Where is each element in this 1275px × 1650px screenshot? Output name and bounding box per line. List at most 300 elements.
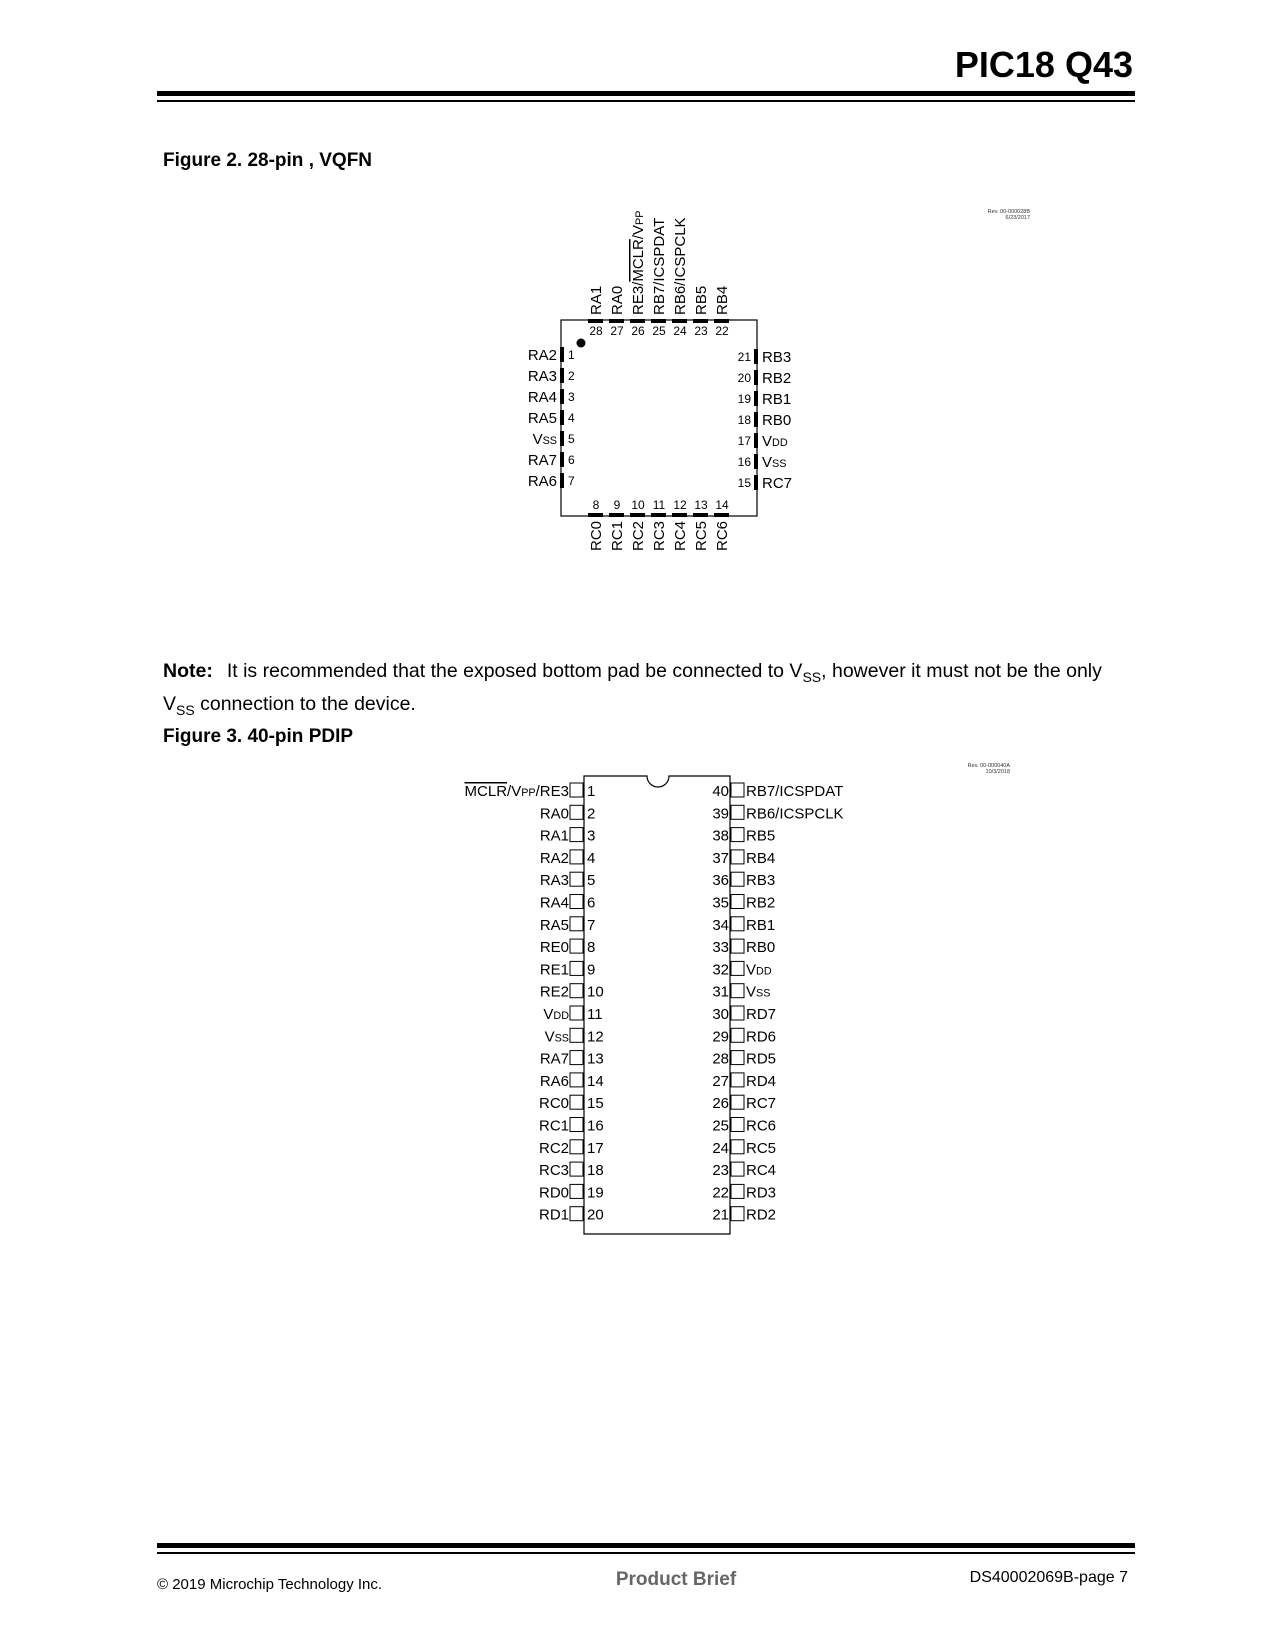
pin-pad bbox=[731, 917, 744, 931]
pin-pad bbox=[570, 1051, 583, 1065]
vqfn-pin-16 bbox=[738, 454, 787, 471]
pin1-indicator-dot bbox=[577, 339, 586, 348]
pdip-pin-38 bbox=[712, 828, 775, 845]
pdip-pin-2 bbox=[540, 805, 596, 822]
vqfn-pin-21 bbox=[738, 349, 792, 366]
pin-number: 5 bbox=[568, 432, 575, 446]
pin-number: 19 bbox=[587, 1184, 604, 1202]
pin-number: 10 bbox=[587, 983, 604, 1001]
pin-pad bbox=[672, 319, 687, 323]
pin-pad bbox=[588, 513, 603, 517]
pin-number: 27 bbox=[712, 1072, 729, 1090]
vqfn-bottom-pins bbox=[588, 498, 731, 551]
pdip-pin-37 bbox=[712, 850, 775, 867]
pin-name: RE2 bbox=[539, 983, 569, 1001]
pin-number: 8 bbox=[587, 939, 596, 957]
pdip-pin-23 bbox=[712, 1162, 776, 1179]
pin-pad bbox=[570, 1118, 583, 1132]
pdip-pin-26 bbox=[712, 1095, 776, 1112]
vqfn-pin-22 bbox=[714, 286, 731, 338]
pin-number: 40 bbox=[712, 783, 729, 800]
pin-number: 29 bbox=[712, 1028, 729, 1046]
pin-name: RB7/ICSPDAT bbox=[746, 783, 844, 800]
pin-number: 9 bbox=[613, 498, 621, 512]
pin-pad bbox=[570, 961, 583, 975]
pin-number: 13 bbox=[694, 498, 708, 512]
pin-name: RE1 bbox=[539, 961, 569, 979]
pin-number: 17 bbox=[737, 434, 751, 448]
pin-name: RA4 bbox=[527, 389, 557, 406]
pin-pad bbox=[570, 872, 583, 886]
vqfn-pin-1 bbox=[528, 347, 575, 364]
pdip-pin-14 bbox=[540, 1073, 604, 1090]
pin-name: RB7/ICSPDAT bbox=[651, 217, 668, 315]
pdip-pin-5 bbox=[540, 872, 596, 889]
pin-number: 17 bbox=[587, 1139, 604, 1157]
pin-number: 3 bbox=[587, 827, 596, 845]
vqfn-right-pins bbox=[738, 349, 792, 492]
pin-number: 18 bbox=[737, 413, 751, 427]
pin-pad bbox=[754, 454, 758, 469]
pin-name: RB1 bbox=[762, 391, 792, 408]
pdip-pin-30 bbox=[712, 1006, 776, 1023]
pin-pad bbox=[731, 961, 744, 975]
note-text-1: It is recommended that the exposed bottom pad be connected to V bbox=[226, 660, 803, 682]
pin-name: RA1 bbox=[588, 285, 605, 315]
pin-number: 26 bbox=[712, 1095, 729, 1113]
vqfn-pin-23 bbox=[693, 286, 710, 338]
vqfn-pin-2 bbox=[528, 368, 575, 385]
pin-name: RC1 bbox=[609, 521, 626, 552]
pin-name: RB3 bbox=[762, 349, 792, 366]
page-header-title: PIC18 Q43 bbox=[954, 44, 1133, 85]
pin-number: 12 bbox=[587, 1028, 604, 1046]
vqfn-pin-13 bbox=[693, 498, 710, 551]
pin-number: 21 bbox=[712, 1206, 729, 1224]
pdip-pin-24 bbox=[712, 1140, 776, 1157]
pin-pad bbox=[570, 1140, 583, 1154]
pdip-pin-39 bbox=[712, 805, 843, 822]
vqfn-pin-27 bbox=[609, 286, 626, 338]
pin-name: RB6/ICSPCLK bbox=[746, 805, 844, 823]
pin-pad bbox=[731, 872, 744, 886]
pin-pad bbox=[560, 452, 564, 467]
vqfn-pin-12 bbox=[672, 498, 689, 551]
pin-name: RC3 bbox=[651, 521, 668, 552]
pin-pad bbox=[570, 1073, 583, 1087]
pin-number: 33 bbox=[712, 939, 729, 957]
pin-number: 15 bbox=[587, 1095, 604, 1113]
pin-pad bbox=[754, 433, 758, 448]
pin-name: RC7 bbox=[746, 1095, 777, 1113]
pin-pad bbox=[754, 349, 758, 364]
pin-number: 20 bbox=[737, 371, 751, 385]
pdip-pin-9 bbox=[540, 961, 596, 978]
pin-pad bbox=[570, 1028, 583, 1042]
pin-pad bbox=[693, 513, 708, 517]
pin-name: RB5 bbox=[693, 285, 710, 315]
pin-name: RA3 bbox=[527, 368, 557, 385]
pin-pad bbox=[570, 783, 583, 797]
pdip-pin-32 bbox=[712, 961, 772, 978]
note-text-2: , however it must not be the only V bbox=[163, 660, 1102, 715]
pin-number: 10 bbox=[631, 498, 645, 512]
pdip-pin-20 bbox=[539, 1207, 604, 1224]
pin-number: 2 bbox=[568, 369, 575, 383]
pin-pad bbox=[731, 1073, 744, 1087]
pin-pad bbox=[731, 1207, 744, 1221]
vqfn-pin-6 bbox=[528, 452, 575, 469]
pin-number: 25 bbox=[652, 324, 666, 338]
pin-name: VSS bbox=[762, 454, 787, 471]
pin-pad bbox=[560, 347, 564, 362]
figure3-caption: Figure 3. 40-pin PDIP bbox=[163, 726, 354, 747]
pin-name: RC6 bbox=[714, 521, 731, 552]
pin-name: RC2 bbox=[630, 521, 647, 552]
note-label: Note: bbox=[163, 660, 213, 682]
pin-name: RA6 bbox=[539, 1072, 569, 1090]
figure3-rev-line1: Rev. 00-000040A bbox=[967, 763, 1010, 769]
pin-pad bbox=[731, 1006, 744, 1020]
pin-pad bbox=[609, 319, 624, 323]
pin-number: 13 bbox=[587, 1050, 604, 1068]
pin-number: 34 bbox=[712, 916, 729, 934]
pin-number: 38 bbox=[712, 827, 729, 845]
pdip-right-pins bbox=[712, 783, 843, 1224]
pin-number: 19 bbox=[737, 392, 751, 406]
pin-number: 24 bbox=[673, 324, 687, 338]
pin-name: RC4 bbox=[672, 521, 689, 552]
pin-name: RB4 bbox=[746, 849, 776, 867]
pin-pad bbox=[714, 513, 729, 517]
pin-name: RB0 bbox=[762, 412, 792, 429]
figure2-rev-line1: Rev. 00-000028B bbox=[987, 209, 1030, 215]
pin-pad bbox=[560, 431, 564, 446]
pin-pad bbox=[570, 1006, 583, 1020]
pdip-package-body bbox=[584, 776, 730, 1234]
pin-number: 23 bbox=[694, 324, 708, 338]
pin-number: 6 bbox=[568, 453, 575, 467]
pdip-pin-17 bbox=[539, 1140, 604, 1157]
pin-pad bbox=[570, 895, 583, 909]
pin-number: 1 bbox=[587, 783, 596, 800]
pin-pad bbox=[731, 1028, 744, 1042]
pin-number: 31 bbox=[712, 983, 729, 1001]
pin-name: RD0 bbox=[538, 1184, 569, 1202]
pin-name: VDD bbox=[746, 961, 772, 979]
pin-pad bbox=[570, 805, 583, 819]
pdip-pin-13 bbox=[540, 1051, 604, 1068]
pin-number: 28 bbox=[589, 324, 603, 338]
pin-name: RA6 bbox=[527, 473, 557, 490]
pin-number: 21 bbox=[737, 350, 751, 364]
pin-number: 28 bbox=[712, 1050, 729, 1068]
pin-pad bbox=[731, 783, 744, 797]
pin-pad bbox=[754, 391, 758, 406]
pin-name: VSS bbox=[746, 983, 771, 1001]
pin-name: RC4 bbox=[746, 1162, 777, 1180]
pin-name: RB4 bbox=[714, 285, 731, 315]
pin-pad bbox=[672, 513, 687, 517]
note-sub-1: SS bbox=[802, 668, 822, 685]
pin-name: RC2 bbox=[538, 1139, 569, 1157]
pin-number: 37 bbox=[712, 849, 729, 867]
vqfn-pin-24 bbox=[672, 217, 689, 338]
vqfn-pin-15 bbox=[738, 475, 792, 492]
pin-pad bbox=[754, 475, 758, 490]
pin-name: MCLR/VPP/RE3 bbox=[464, 783, 569, 800]
pin-name: RD2 bbox=[746, 1206, 777, 1224]
pin-pad bbox=[560, 368, 564, 383]
pin-number: 2 bbox=[587, 805, 596, 823]
pin-name: RC0 bbox=[588, 521, 605, 552]
vqfn-top-pins bbox=[588, 211, 731, 338]
vqfn-package-body bbox=[561, 320, 757, 516]
pin-number: 3 bbox=[568, 390, 575, 404]
pin-pad bbox=[731, 1184, 744, 1198]
pin-name: RA2 bbox=[539, 849, 569, 867]
pdip-pin-4 bbox=[540, 850, 596, 867]
vqfn-pin-8 bbox=[588, 498, 605, 551]
pin-pad bbox=[609, 513, 624, 517]
pin-pad bbox=[570, 1095, 583, 1109]
pin-pad bbox=[754, 370, 758, 385]
pdip-pin-11 bbox=[543, 1006, 602, 1023]
pin-number: 1 bbox=[568, 348, 575, 362]
pin-number: 32 bbox=[712, 961, 729, 979]
pin-number: 22 bbox=[715, 324, 729, 338]
pin-pad bbox=[731, 828, 744, 842]
footer-rule-thin bbox=[157, 1552, 1135, 1554]
pdip-pin-15 bbox=[539, 1095, 604, 1112]
footer-page-number: DS40002069B-page 7 bbox=[969, 1569, 1128, 1586]
pin-pad bbox=[651, 319, 666, 323]
pin-name: RB0 bbox=[746, 939, 776, 957]
pdip-pin-36 bbox=[712, 872, 775, 889]
pin-name: RA7 bbox=[527, 452, 557, 469]
pin-pad bbox=[570, 917, 583, 931]
pin-pad bbox=[560, 389, 564, 404]
pdip-pin-18 bbox=[539, 1162, 604, 1179]
pin-number: 39 bbox=[712, 805, 729, 823]
vqfn-left-pins bbox=[528, 347, 575, 490]
vqfn-pin-25 bbox=[651, 218, 668, 338]
pin-name: RE0 bbox=[539, 939, 569, 957]
pin-number: 35 bbox=[712, 894, 729, 912]
pin-number: 15 bbox=[737, 476, 751, 490]
pin-pad bbox=[630, 319, 645, 323]
pdip-pin-40 bbox=[712, 783, 843, 800]
pdip-pin-8 bbox=[540, 939, 596, 956]
pin-name: RC6 bbox=[746, 1117, 777, 1135]
pin-name: RA5 bbox=[539, 916, 569, 934]
figure2-rev-line2: 6/23/2017 bbox=[1005, 215, 1030, 221]
pin-name: RA0 bbox=[539, 805, 569, 823]
pin-number: 4 bbox=[587, 849, 596, 867]
pin-name: VSS bbox=[532, 431, 557, 448]
vqfn-pin-26 bbox=[630, 211, 647, 338]
pin-name: RA2 bbox=[527, 347, 557, 364]
pin-name: RE3/MCLR/VPP bbox=[630, 210, 647, 315]
vqfn-pin-20 bbox=[738, 370, 792, 387]
pin-number: 8 bbox=[592, 498, 600, 512]
vqfn-pin-19 bbox=[738, 391, 792, 408]
pdip-pin-29 bbox=[712, 1028, 776, 1045]
pin-number: 9 bbox=[587, 961, 596, 979]
pin-number: 36 bbox=[712, 872, 729, 890]
pdip-pin-1 bbox=[465, 783, 596, 800]
pin-number: 27 bbox=[610, 324, 624, 338]
pdip-pin-35 bbox=[712, 895, 775, 912]
vqfn-pin-5 bbox=[533, 431, 575, 448]
pin-pad bbox=[731, 895, 744, 909]
pin-number: 14 bbox=[715, 498, 729, 512]
note-paragraph bbox=[163, 658, 1123, 724]
vqfn-pin-4 bbox=[528, 410, 575, 427]
pin-name: VSS bbox=[544, 1028, 569, 1046]
pin-pad bbox=[630, 513, 645, 517]
pin-number: 25 bbox=[712, 1117, 729, 1135]
pdip-pin-27 bbox=[712, 1073, 776, 1090]
vqfn-pin-14 bbox=[714, 498, 731, 551]
pin-number: 16 bbox=[587, 1117, 604, 1135]
note-text-3: connection to the device. bbox=[194, 692, 416, 715]
pdip-left-pins bbox=[465, 783, 604, 1224]
pdip-pin-7 bbox=[540, 917, 596, 934]
figure3-rev-line2: 10/3/2018 bbox=[985, 769, 1010, 775]
pin-name: RB5 bbox=[746, 827, 776, 845]
pin-pad bbox=[570, 850, 583, 864]
pin-name: RC3 bbox=[538, 1162, 569, 1180]
pdip-pin-28 bbox=[712, 1051, 776, 1068]
pin-number: 26 bbox=[631, 324, 645, 338]
pin-pad bbox=[570, 1184, 583, 1198]
vqfn-pin-10 bbox=[630, 498, 647, 551]
figure3-pdip-diagram bbox=[0, 760, 1275, 1260]
vqfn-pin-3 bbox=[528, 389, 575, 406]
pin-number: 7 bbox=[587, 916, 596, 934]
pdip-pin-6 bbox=[540, 895, 596, 912]
pin-name: RA5 bbox=[527, 410, 557, 427]
pin-number: 4 bbox=[568, 411, 575, 425]
pin-number: 14 bbox=[587, 1072, 604, 1090]
note-sub-2: SS bbox=[176, 701, 195, 718]
pdip-pin-16 bbox=[539, 1118, 604, 1135]
pdip-pin-19 bbox=[539, 1184, 604, 1201]
pin-number: 11 bbox=[652, 498, 666, 512]
pin-number: 30 bbox=[712, 1006, 729, 1023]
pin-pad bbox=[731, 1118, 744, 1132]
pin-name: RB2 bbox=[762, 370, 792, 387]
pin-name: RD3 bbox=[746, 1184, 777, 1202]
pin-pad bbox=[560, 473, 564, 488]
pdip-pin-12 bbox=[545, 1028, 604, 1045]
pin-pad bbox=[731, 939, 744, 953]
pin-name: RA4 bbox=[539, 894, 569, 912]
pin-number: 5 bbox=[587, 872, 596, 890]
pin-name: RC0 bbox=[538, 1095, 569, 1113]
pin-number: 7 bbox=[568, 474, 575, 488]
pin-name: RD6 bbox=[746, 1028, 777, 1046]
vqfn-pin-17 bbox=[738, 433, 788, 450]
pin-pad bbox=[731, 984, 744, 998]
pin-name: RD1 bbox=[538, 1206, 569, 1224]
pin-number: 12 bbox=[673, 498, 687, 512]
vqfn-pin-28 bbox=[588, 286, 605, 338]
footer-rule-thick bbox=[157, 1543, 1135, 1548]
pin-name: RB6/ICSPCLK bbox=[672, 217, 689, 315]
vqfn-pin-9 bbox=[609, 498, 626, 551]
pdip-pin-22 bbox=[712, 1184, 776, 1201]
pin-name: RA7 bbox=[539, 1050, 569, 1068]
pin-pad bbox=[731, 805, 744, 819]
footer-product-brief: Product Brief bbox=[615, 1569, 737, 1590]
pdip-pin-21 bbox=[712, 1207, 776, 1224]
pin-pad bbox=[731, 1095, 744, 1109]
pin-pad bbox=[651, 513, 666, 517]
pin-pad bbox=[731, 1051, 744, 1065]
figure2-caption: Figure 2. 28-pin , VQFN bbox=[163, 150, 373, 171]
pin-number: 20 bbox=[587, 1206, 604, 1224]
pin-pad bbox=[731, 1140, 744, 1154]
pdip-pin-25 bbox=[712, 1118, 776, 1135]
vqfn-pin-7 bbox=[528, 473, 575, 490]
pin-pad bbox=[570, 939, 583, 953]
pin-pad bbox=[588, 319, 603, 323]
pin-name: RB1 bbox=[746, 916, 776, 934]
pin-number: 23 bbox=[712, 1162, 729, 1180]
pin-name: RD5 bbox=[746, 1050, 777, 1068]
pin-pad bbox=[570, 984, 583, 998]
pdip-pin-34 bbox=[712, 917, 775, 934]
pin-name: RB2 bbox=[746, 894, 776, 912]
pin-name: RC5 bbox=[693, 521, 710, 552]
pdip-pin-33 bbox=[712, 939, 775, 956]
pin-name: RC5 bbox=[746, 1139, 777, 1157]
vqfn-pin-18 bbox=[738, 412, 792, 429]
pin-pad bbox=[731, 1162, 744, 1176]
pin-pad bbox=[570, 1207, 583, 1221]
pin-pad bbox=[560, 410, 564, 425]
pin-name: RA3 bbox=[539, 872, 569, 890]
pin-number: 11 bbox=[587, 1006, 603, 1023]
footer-copyright: © 2019 Microchip Technology Inc. bbox=[157, 1576, 383, 1593]
pin-name: RC1 bbox=[538, 1117, 569, 1135]
pin-pad bbox=[714, 319, 729, 323]
vqfn-pin-11 bbox=[651, 498, 668, 551]
pin-name: RC7 bbox=[762, 475, 793, 492]
pin-pad bbox=[731, 850, 744, 864]
pin-name: RA1 bbox=[539, 827, 569, 845]
pin-number: 6 bbox=[587, 894, 596, 912]
pin-number: 24 bbox=[712, 1139, 729, 1157]
pdip-pin-3 bbox=[540, 828, 596, 845]
pin-name: RB3 bbox=[746, 872, 776, 890]
pdip-pin-10 bbox=[540, 984, 604, 1001]
pin-name: VDD bbox=[543, 1006, 569, 1023]
pdip-pin-31 bbox=[712, 984, 770, 1001]
pin-name: RD7 bbox=[746, 1006, 777, 1023]
pin-pad bbox=[570, 1162, 583, 1176]
pin-name: RD4 bbox=[746, 1072, 777, 1090]
pin-pad bbox=[570, 828, 583, 842]
pin-number: 18 bbox=[587, 1162, 604, 1180]
pin-number: 16 bbox=[737, 455, 751, 469]
pin-number: 22 bbox=[712, 1184, 729, 1202]
figure2-vqfn-diagram bbox=[0, 0, 1275, 700]
pin-name: RA0 bbox=[609, 285, 626, 315]
pin-pad bbox=[754, 412, 758, 427]
